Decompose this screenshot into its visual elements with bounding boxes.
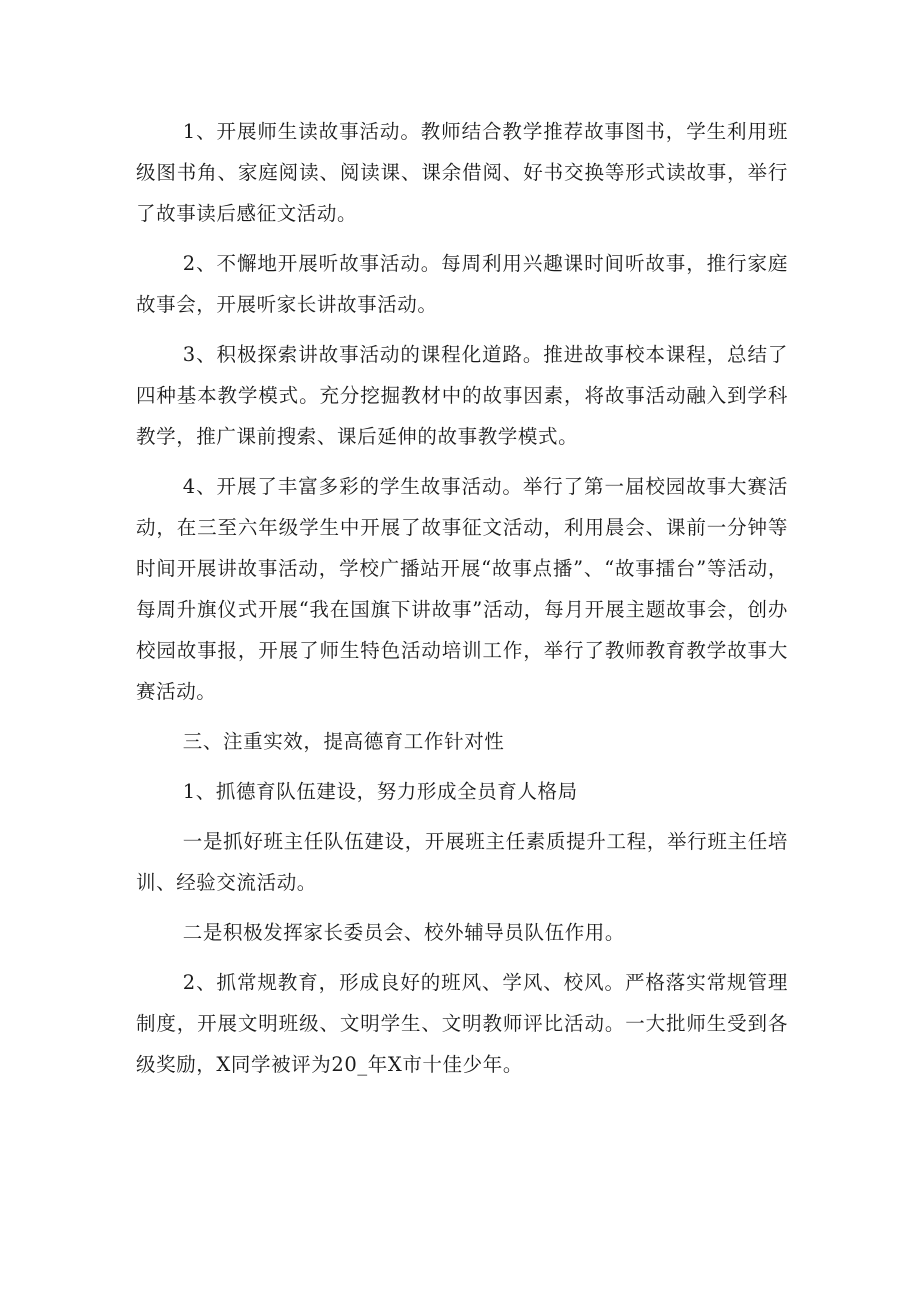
paragraph-routine-education: 2、抓常规教育，形成良好的班风、学风、校风。严格落实常规管理制度，开展文明班级、文明学生、文明教师评比活动。一大批师生受到各级奖励，X同学被评为20_年X市十佳少年。 bbox=[136, 971, 788, 1076]
paragraph-reading-activity: 1、开展师生读故事活动。教师结合教学推荐故事图书，学生利用班级图书角、家庭阅读、阅读课、课余借阅、好书交换等形式读故事，举行了故事读后感征文活动。 bbox=[136, 120, 788, 225]
paragraph-curriculum-activity: 3、积极探索讲故事活动的课程化道路。推进故事校本课程，总结了四种基本教学模式。充分挖掘教材中的故事因素，将故事活动融入到学科教学，推广课前搜索、课后延伸的故事教学模式。 bbox=[136, 343, 788, 448]
paragraph-listening-activity: 2、不懈地开展听故事活动。每周利用兴趣课时间听故事，推行家庭故事会，开展听家长讲故事活动。 bbox=[136, 252, 788, 316]
paragraph-parent-committee: 二是积极发挥家长委员会、校外辅导员队伍作用。 bbox=[182, 921, 625, 944]
section-heading-moral-education: 三、注重实效，提高德育工作针对性 bbox=[182, 730, 505, 753]
paragraph-student-activities: 4、开展了丰富多彩的学生故事活动。举行了第一届校园故事大赛活动，在三至六年级学生中开展了故事征文活动，利用晨会、课前一分钟等时间开展讲故事活动，学校广播站开展“故事点播”、“故事擂台”等活动，每周升旗仪式开展“我在国旗下讲故事”活动，每月开展主题故事会，创办校园故事报，开展了师生特色活动培训工作，举行了教师教育教学故事大赛活动。 bbox=[136, 475, 788, 703]
paragraph-head-teacher-team: 一是抓好班主任队伍建设，开展班主任素质提升工程，举行班主任培训、经验交流活动。 bbox=[136, 830, 788, 894]
subheading-team-building: 1、抓德育队伍建设，努力形成全员育人格局 bbox=[182, 780, 578, 803]
document-body bbox=[136, 111, 788, 1085]
